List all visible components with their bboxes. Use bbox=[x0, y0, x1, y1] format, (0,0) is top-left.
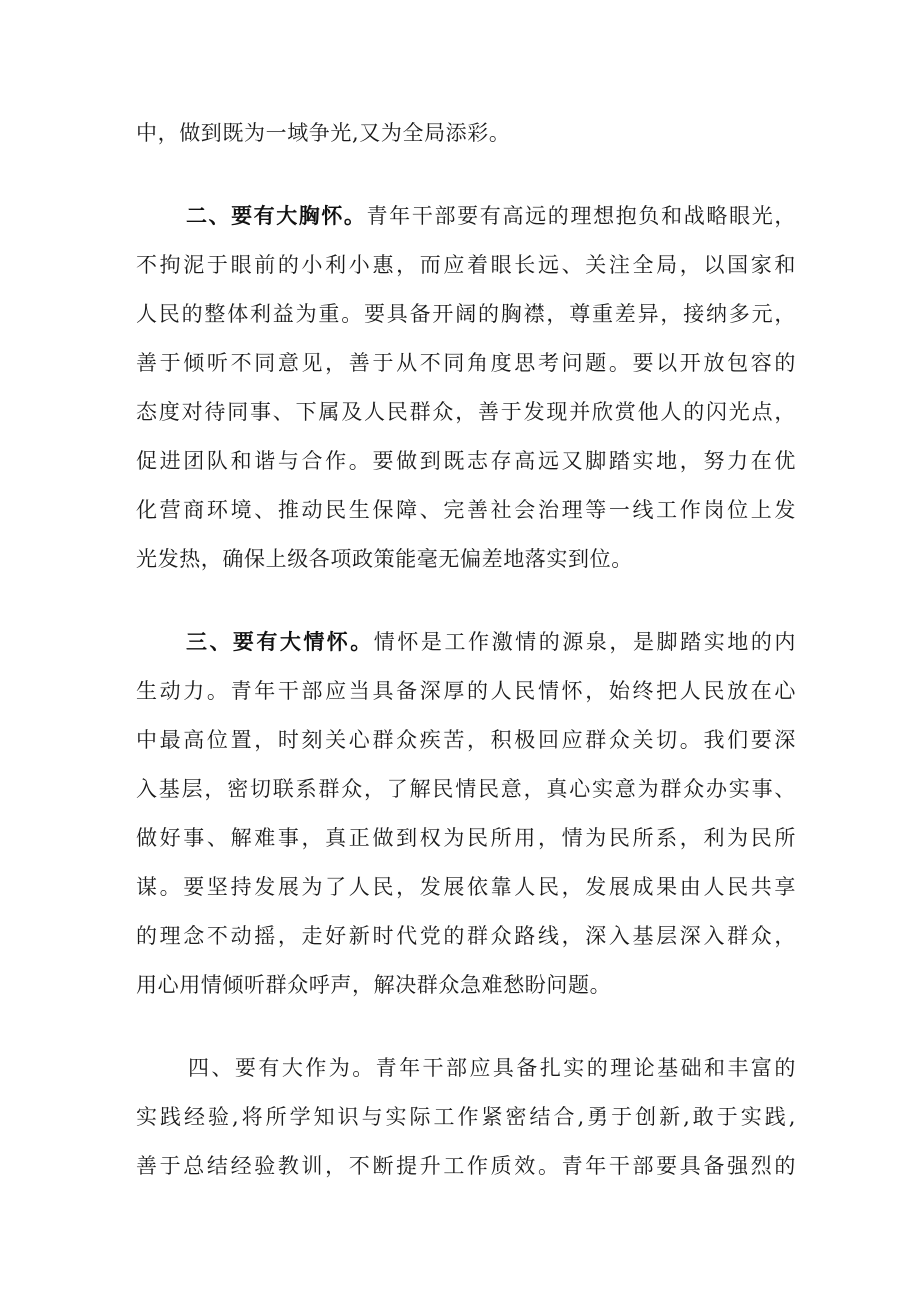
section-3-heading: 三、要有大情怀。 bbox=[186, 630, 374, 654]
paragraph-2-line-2: 不拘泥于眼前的小利小惠，而应着眼长远、关注全局，以国家和 bbox=[136, 253, 796, 277]
paragraph-4-line-1: 四、要有大作为。青年干部应具备扎实的理论基础和丰富的 bbox=[188, 1056, 796, 1080]
paragraph-4-line-3: 善于总结经验教训，不断提升工作质效。青年干部要具备强烈的 bbox=[136, 1154, 796, 1178]
paragraph-2-line-5: 态度对待同事、下属及人民群众，善于发现并欣赏他人的闪光点， bbox=[136, 400, 796, 424]
paragraph-3-line-8: 用心用情倾听群众呼声，解决群众急难愁盼问题。 bbox=[136, 973, 612, 997]
paragraph-1-line-1: 中，做到既为一域争光,又为全局添彩。 bbox=[136, 121, 511, 145]
paragraph-3-line-6: 谋。要坚持发展为了人民，发展依靠人民，发展成果由人民共享 bbox=[136, 875, 796, 899]
section-2-heading: 二、要有大胸怀。 bbox=[186, 204, 367, 228]
paragraph-4-line-2: 实践经验,将所学知识与实际工作紧密结合,勇于创新,敢于实践, bbox=[136, 1105, 796, 1129]
paragraph-3-line-3: 中最高位置，时刻关心群众疾苦，积极回应群众关切。我们要深 bbox=[136, 728, 796, 752]
paragraph-2-line-6: 促进团队和谐与合作。要做到既志存高远又脚踏实地，努力在优 bbox=[136, 449, 796, 473]
section-2-text: 青年干部要有高远的理想抱负和战略眼光， bbox=[366, 204, 797, 228]
paragraph-2-line-8: 光发热，确保上级各项政策能毫无偏差地落实到位。 bbox=[136, 547, 633, 571]
paragraph-3-line-5: 做好事、解难事，真正做到权为民所用，情为民所系，利为民所 bbox=[136, 826, 796, 850]
paragraph-3-line-7: 的理念不动摇，走好新时代党的群众路线，深入基层深入群众， bbox=[136, 924, 796, 948]
paragraph-2-line-7: 化营商环境、推动民生保障、完善社会治理等一线工作岗位上发 bbox=[136, 498, 796, 522]
paragraph-3-line-2: 生动力。青年干部应当具备深厚的人民情怀，始终把人民放在心 bbox=[136, 679, 796, 703]
section-3-text: 情怀是工作激情的源泉，是脚踏实地的内 bbox=[373, 630, 796, 654]
paragraph-2-line-3: 人民的整体利益为重。要具备开阔的胸襟，尊重差异，接纳多元， bbox=[136, 302, 796, 326]
paragraph-2-line-1 bbox=[136, 198, 796, 234]
paragraph-2-line-4: 善于倾听不同意见，善于从不同角度思考问题。要以开放包容的 bbox=[136, 351, 796, 375]
paragraph-3-line-4: 入基层，密切联系群众，了解民情民意，真心实意为群众办实事、 bbox=[136, 777, 796, 801]
paragraph-3-line-1 bbox=[136, 624, 796, 660]
